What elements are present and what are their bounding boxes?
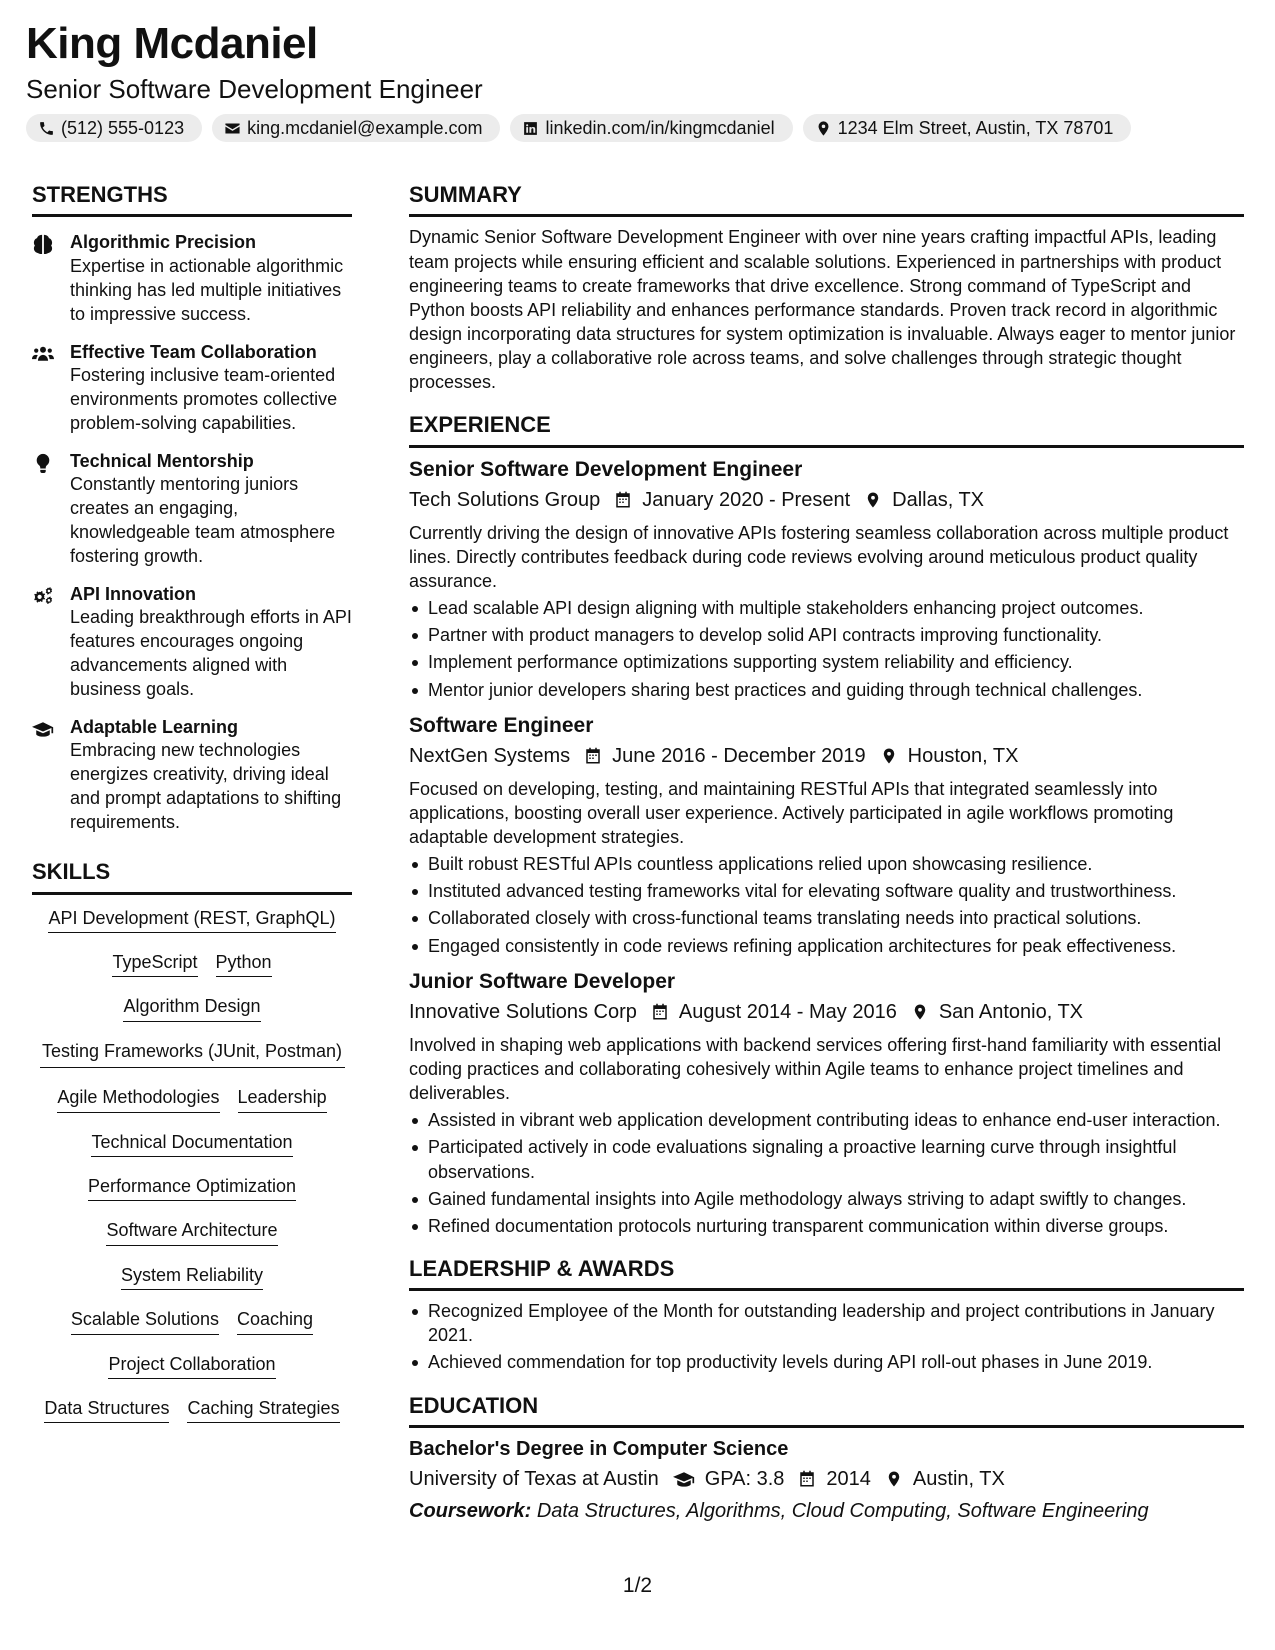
skill-row xyxy=(91,1131,292,1157)
education-gpa-wrap xyxy=(673,1466,785,1492)
strength-title: Adaptable Learning xyxy=(70,717,239,738)
job-bullet: Implement performance optimizations supporting system reliability and efficiency. xyxy=(409,650,1244,674)
job-meta xyxy=(409,999,1244,1025)
job-dates-wrap xyxy=(584,743,866,769)
skills-heading: SKILLS xyxy=(32,859,352,894)
education-school: University of Texas at Austin xyxy=(409,1467,659,1490)
skill-row xyxy=(108,1353,275,1379)
contact-linkedin-text: linkedin.com/in/kingmcdaniel xyxy=(545,117,775,138)
envelope-icon xyxy=(224,120,241,137)
skill-tag: API Development (REST, GraphQL) xyxy=(48,907,335,933)
strength-item xyxy=(32,583,352,702)
job-bullet: Partner with product managers to develop solid API contracts improving functionality. xyxy=(409,623,1244,647)
education-year: 2014 xyxy=(826,1467,871,1490)
contact-email[interactable] xyxy=(212,114,500,142)
job-location-wrap xyxy=(880,743,1019,769)
job-title: Software Engineer xyxy=(409,713,594,737)
skill-tag: Algorithm Design xyxy=(123,995,260,1021)
education-gpa: GPA: 3.8 xyxy=(704,1467,785,1490)
strength-desc: Fostering inclusive team-oriented environments promotes collective problem-solving capabilities. xyxy=(70,364,338,433)
job-company: Innovative Solutions Corp xyxy=(409,1000,637,1023)
job-location-wrap xyxy=(911,999,1083,1025)
strength-item xyxy=(32,341,352,436)
strength-title: Effective Team Collaboration xyxy=(70,341,317,362)
strength-title: Technical Mentorship xyxy=(70,450,254,471)
skill-tag: Testing Frameworks (JUnit, Postman) xyxy=(40,1040,345,1068)
education-meta xyxy=(409,1466,1244,1492)
experience-section xyxy=(409,412,1244,1238)
lightbulb-icon xyxy=(32,453,54,473)
candidate-name: King Mcdaniel xyxy=(26,19,318,68)
contact-phone-text: (512) 555-0123 xyxy=(61,117,185,138)
job-entry xyxy=(409,968,1244,1238)
job-bullets xyxy=(409,852,1244,957)
candidate-headline: Senior Software Development Engineer xyxy=(26,74,483,104)
job-description: Involved in shaping web applications with backend services offering first-hand familiarity with essential coding practices and collaborating cohesively within Agile teams to enhance project timelines and deliverables. xyxy=(409,1034,1222,1104)
strength-desc: Leading breakthrough efforts in API features encourages ongoing advancements aligned with business goals. xyxy=(70,607,352,700)
award-bullet: Achieved commendation for top productivity levels during API roll-out phases in June 2019. xyxy=(409,1350,1244,1374)
contact-bar xyxy=(26,114,1131,142)
contact-email-text: king.mcdaniel@example.com xyxy=(247,117,483,138)
job-bullet: Instituted advanced testing frameworks vital for elevating software quality and trustworthiness. xyxy=(409,879,1244,903)
skill-row xyxy=(112,951,271,977)
skill-tag: Coaching xyxy=(237,1308,313,1334)
skill-tag: Performance Optimization xyxy=(88,1175,296,1201)
job-meta xyxy=(409,487,1244,513)
graduation-cap-icon xyxy=(673,1470,695,1488)
coursework-text: Data Structures, Algorithms, Cloud Computing, Software Engineering xyxy=(536,1499,1149,1522)
strength-desc: Expertise in actionable algorithmic thinking has led multiple initiatives to impressive success. xyxy=(70,255,344,324)
education-location-wrap xyxy=(885,1466,1005,1492)
job-description: Currently driving the design of innovative APIs fostering seamless collaboration across multiple product lines. Directly contributes feedback during code reviews evolving around meticulous product quality assurance. xyxy=(409,522,1229,592)
strengths-heading: STRENGTHS xyxy=(32,182,352,217)
strength-title: Algorithmic Precision xyxy=(70,232,257,253)
coursework-label: Coursework: xyxy=(409,1499,532,1522)
page-number: 1/2 xyxy=(622,1574,653,1597)
job-entry xyxy=(409,712,1244,958)
skill-row xyxy=(121,1264,263,1290)
job-dates: August 2014 - May 2016 xyxy=(678,1000,897,1023)
contact-phone xyxy=(26,114,202,142)
map-pin-icon xyxy=(880,747,898,765)
summary-section xyxy=(409,182,1244,394)
skill-tag: System Reliability xyxy=(121,1264,263,1290)
users-icon xyxy=(32,344,54,364)
job-company: Tech Solutions Group xyxy=(409,488,601,511)
skill-tag: Scalable Solutions xyxy=(71,1308,219,1334)
job-bullets xyxy=(409,1108,1244,1238)
job-bullet: Engaged consistently in code reviews refining application architectures for peak effectiveness. xyxy=(409,934,1244,958)
awards-section xyxy=(409,1256,1244,1375)
job-description: Focused on developing, testing, and maintaining RESTful APIs that integrated seamlessly into applications, boosting overall user experience. Actively participated in agile workflows promoting adaptable development strategies. xyxy=(409,778,1174,848)
map-pin-icon xyxy=(885,1470,903,1488)
skill-tag: TypeScript xyxy=(112,951,197,977)
summary-heading: SUMMARY xyxy=(409,182,1244,217)
skill-tag: Project Collaboration xyxy=(108,1353,275,1379)
skill-tag: Python xyxy=(216,951,272,977)
awards-bullets xyxy=(409,1299,1244,1374)
strengths-list xyxy=(32,231,352,835)
skill-row xyxy=(48,907,335,933)
strength-item xyxy=(32,716,352,835)
brain-icon xyxy=(32,234,54,254)
skills-list xyxy=(32,907,352,1442)
contact-linkedin[interactable] xyxy=(510,114,792,142)
job-company: NextGen Systems xyxy=(409,744,571,767)
skill-row xyxy=(40,1040,345,1068)
education-location: Austin, TX xyxy=(912,1467,1005,1490)
skill-row xyxy=(44,1397,339,1423)
job-title: Junior Software Developer xyxy=(409,969,676,993)
strength-desc: Constantly mentoring juniors creates an engaging, knowledgeable team atmosphere fostering growth. xyxy=(70,474,336,566)
skill-row xyxy=(57,1086,326,1112)
experience-heading: EXPERIENCE xyxy=(409,412,1244,447)
job-title: Senior Software Development Engineer xyxy=(409,457,803,481)
job-bullets xyxy=(409,596,1244,701)
award-bullet: Recognized Employee of the Month for outstanding leadership and project contributions in January 2021. xyxy=(409,1299,1244,1347)
skill-tag: Caching Strategies xyxy=(187,1397,339,1423)
calendar-icon xyxy=(651,1003,669,1021)
calendar-icon xyxy=(798,1470,816,1488)
job-bullet: Assisted in vibrant web application development contributing ideas to enhance end-user interaction. xyxy=(409,1108,1244,1132)
skill-tag: Agile Methodologies xyxy=(57,1086,219,1112)
strength-desc: Embracing new technologies energizes creativity, driving ideal and prompt adaptations to shifting requirements. xyxy=(70,740,342,833)
linkedin-icon xyxy=(522,120,539,137)
skill-tag: Technical Documentation xyxy=(91,1131,292,1157)
skill-tag: Data Structures xyxy=(44,1397,169,1423)
phone-icon xyxy=(38,120,55,137)
calendar-icon xyxy=(584,747,602,765)
map-pin-icon xyxy=(864,491,882,509)
map-pin-icon xyxy=(815,120,832,137)
job-location: San Antonio, TX xyxy=(938,1000,1084,1023)
education-heading: EDUCATION xyxy=(409,1393,1244,1428)
cogs-icon xyxy=(32,586,54,606)
skill-row xyxy=(88,1175,296,1201)
job-dates: January 2020 - Present xyxy=(642,488,851,511)
job-location: Houston, TX xyxy=(907,744,1019,767)
skill-row xyxy=(123,995,260,1021)
map-pin-icon xyxy=(911,1003,929,1021)
education-section xyxy=(409,1393,1244,1523)
job-bullet: Mentor junior developers sharing best practices and guiding through technical challenges. xyxy=(409,678,1244,702)
calendar-icon xyxy=(614,491,632,509)
job-location-wrap xyxy=(864,487,984,513)
job-bullet: Lead scalable API design aligning with multiple stakeholders enhancing project outcomes. xyxy=(409,596,1244,620)
job-bullet: Refined documentation protocols nurturing transparent communication within diverse groups. xyxy=(409,1214,1244,1238)
skill-row xyxy=(106,1219,277,1245)
strength-item xyxy=(32,450,352,569)
job-location: Dallas, TX xyxy=(892,488,985,511)
job-dates-wrap xyxy=(614,487,850,513)
education-year-wrap xyxy=(798,1466,871,1492)
education-degree: Bachelor's Degree in Computer Science xyxy=(409,1437,789,1460)
graduation-cap-icon xyxy=(32,719,54,739)
awards-heading: LEADERSHIP & AWARDS xyxy=(409,1256,1244,1291)
job-bullet: Participated actively in code evaluations signaling a proactive learning curve through insightful observations. xyxy=(409,1135,1244,1183)
education-coursework xyxy=(409,1500,1244,1523)
strength-item xyxy=(32,231,352,326)
job-dates: June 2016 - December 2019 xyxy=(612,744,866,767)
skill-tag: Software Architecture xyxy=(106,1219,277,1245)
strength-title: API Innovation xyxy=(70,583,196,604)
job-bullet: Gained fundamental insights into Agile methodology always striving to adapt swiftly to changes. xyxy=(409,1187,1244,1211)
job-meta xyxy=(409,743,1244,769)
skill-tag: Leadership xyxy=(238,1086,327,1112)
contact-address xyxy=(803,114,1132,142)
right-column xyxy=(409,182,1244,1541)
job-entry xyxy=(409,456,1244,702)
left-column xyxy=(32,182,352,1441)
skill-row xyxy=(71,1308,313,1334)
job-dates-wrap xyxy=(651,999,897,1025)
summary-text: Dynamic Senior Software Development Engineer with over nine years crafting impactful APIs, leading team projects while ensuring efficient and scalable solutions. Experienced in partnerships with product engineering teams to create frameworks that drive excellence. Strong command of TypeScript and Python boosts API reliability and enhances performance standards. Proven track record in algorithmic design incorporating data structures for system optimization is invaluable. Always eager to mentor junior engineers, play a collaborative role across teams, and solve challenges through strategic thought processes. xyxy=(409,227,1236,393)
job-bullet: Collaborated closely with cross-functional teams translating needs into practical solutions. xyxy=(409,906,1244,930)
contact-address-text: 1234 Elm Street, Austin, TX 78701 xyxy=(837,117,1114,138)
job-bullet: Built robust RESTful APIs countless applications relied upon showcasing resilience. xyxy=(409,852,1244,876)
